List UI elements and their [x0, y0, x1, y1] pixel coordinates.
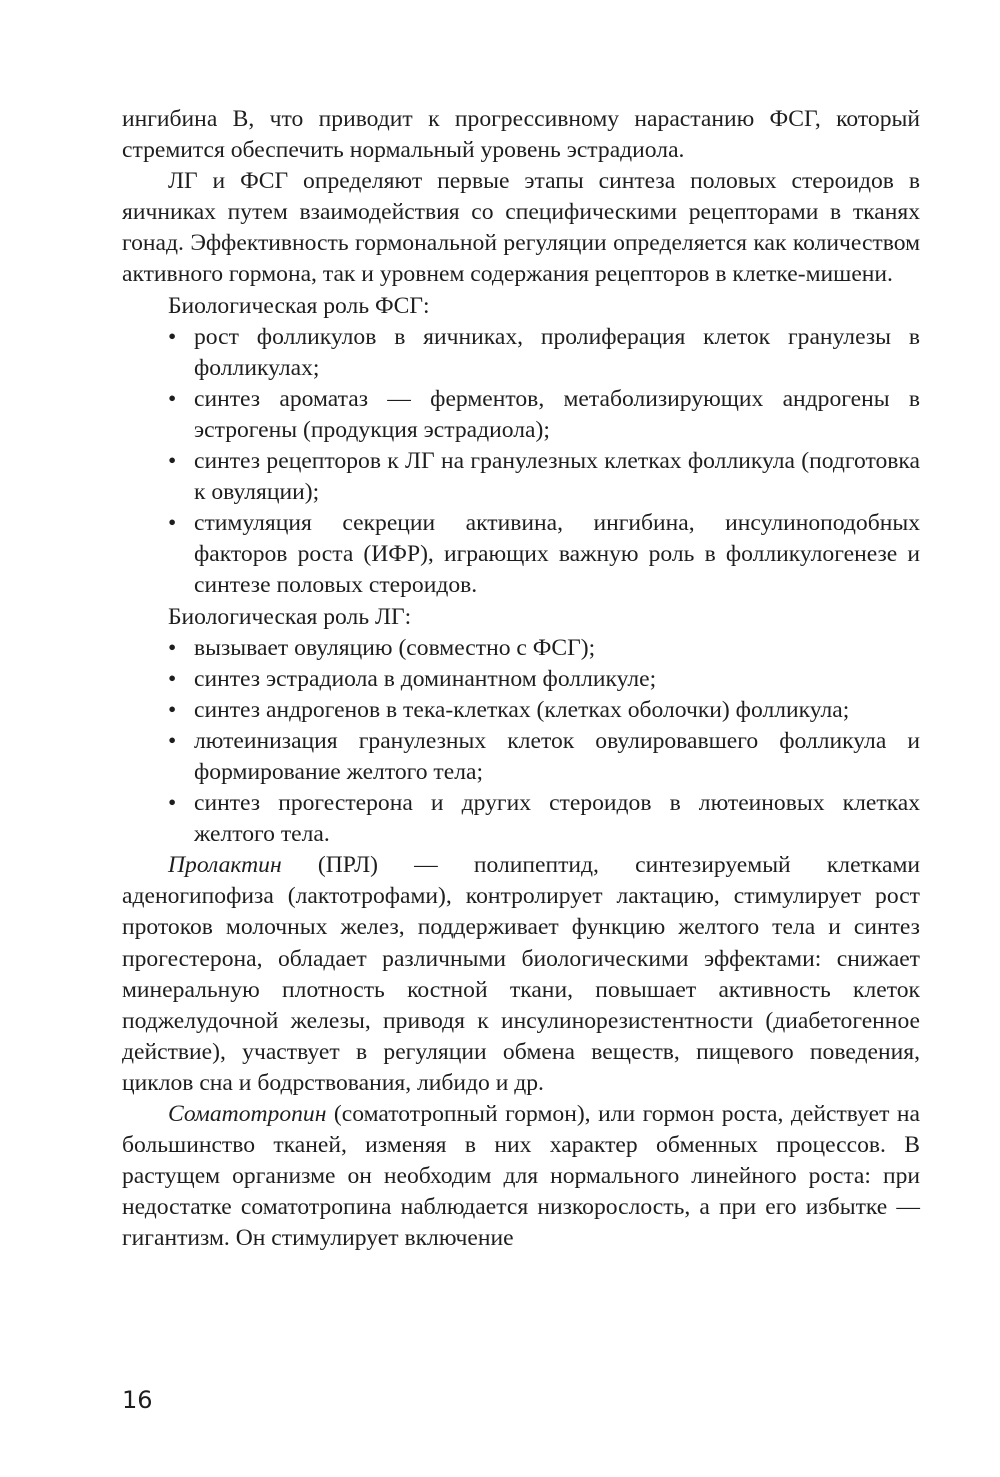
bullet-icon: •: [168, 448, 177, 475]
list-item: • синтез прогестерона и других стероидов в лютеиновых клетках желтого тела.: [168, 790, 920, 848]
list-item: • синтез андрогенов в тека-клетках (клетках оболочки) фолликула;: [194, 695, 920, 726]
list-item: • синтез рецепторов к ЛГ на гранулезных клетках фолликула (подготовка к овуляции);: [168, 448, 920, 506]
paragraph-somatotropin: [122, 1099, 920, 1254]
page-body: [122, 104, 920, 1254]
bullet-icon: •: [168, 634, 177, 661]
paragraph-lh-fsh: ЛГ и ФСГ определяют первые этапы синтеза половых стероидов в яичниках путем взаимодействия со специфическими рецепторами в тканях гонад. Эффективность гормональной регуляции определяется как количеством активного гормона, так и уровнем содержания рецепторов в клетке-мишени.: [122, 168, 920, 288]
bullet-icon: •: [168, 665, 177, 692]
fsh-role-heading: Биологическая роль ФСГ:: [168, 292, 430, 319]
list-item: • стимуляция секреции активина, ингибина, инсулиноподобных факторов роста (ИФР), играющих важную роль в фолликулогенезе и синтезе половых стероидов.: [168, 510, 920, 599]
list-item: • синтез ароматаз — ферментов, метаболизирующих андрогены в эстрогены (продукция эстрадиола);: [168, 385, 920, 443]
lh-role-heading: Биологическая роль ЛГ:: [168, 603, 412, 630]
bullet-icon: •: [168, 727, 177, 754]
bullet-icon: •: [168, 696, 177, 723]
list-item: • синтез эстрадиола в доминантном фолликуле;: [194, 664, 920, 695]
somatotropin-term: Соматотропин: [168, 1101, 327, 1127]
paragraph-inhibin: ингибина В, что приводит к прогрессивному нарастанию ФСГ, который стремится обеспечить нормальный уровень эстрадиола.: [122, 106, 920, 164]
bullet-icon: •: [168, 510, 177, 537]
list-item: • рост фолликулов в яичниках, пролиферация клеток гранулезы в фолликулах;: [168, 323, 920, 381]
list-item: • лютеинизация гранулезных клеток овулировавшего фолликула и формирование желтого тела;: [168, 727, 920, 785]
paragraph-prolactin: [122, 850, 920, 1099]
prolactin-term: Пролактин: [168, 852, 282, 879]
somatotropin-description: (соматотропный гормон), или гормон роста, действует на большинство тканей, изменяя в них характер обменных процессов. В растущем организме он необходим для нормального линейного роста: при недостатке соматотропина наблюдается низкорослость, а при его избытке — гигантизм. Он стимулирует включение: [122, 1101, 920, 1252]
bullet-icon: •: [168, 385, 177, 412]
page-number: 16: [122, 1386, 153, 1414]
prolactin-description: (ПРЛ) — полипептид, синтезируемый клетками аденогипофиза (лактотрофами), контролирует лактацию, стимулирует рост протоков молочных желез, поддерживает функцию желтого тела и синтез прогестерона, обладает различными биологическими эффектами: снижает минеральную плотность костной ткани, повышает активность клеток поджелудочной железы, приводя к инсулинорезистентности (диабетогенное действие), участвует в регуляции обмена веществ, пищевого поведения, циклов сна и бодрствования, либидо и др.: [122, 852, 920, 1096]
bullet-icon: •: [168, 790, 177, 817]
bullet-icon: •: [168, 323, 177, 350]
list-item: • вызывает овуляцию (совместно с ФСГ);: [194, 633, 920, 664]
lh-role-list: [122, 633, 920, 851]
fsh-role-list: [122, 322, 920, 602]
